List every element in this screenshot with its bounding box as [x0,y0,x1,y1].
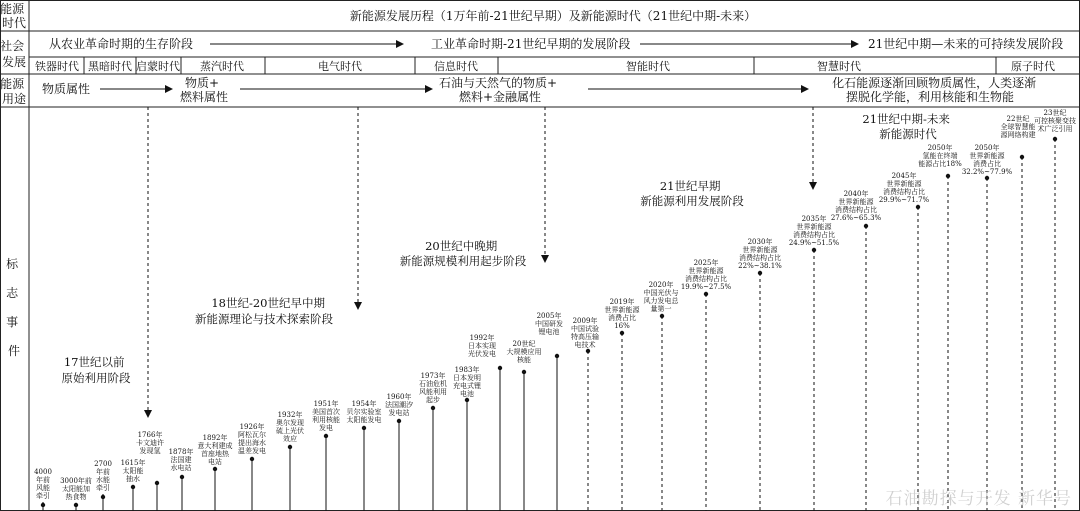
side-label-line: 志 [6,286,19,300]
event-marker [1020,155,1024,159]
event-marker [131,485,135,489]
energy-use-4 [832,75,1040,104]
stage-title-line: 新能源规模利用起步阶段 [399,254,527,268]
event-label-line: 世界新能源 [838,198,874,206]
event [385,392,413,511]
event-label-line: 牵引 [36,492,50,500]
svg-text:2040年世界新能源消费结构占比27.6%~65.3% [831,189,882,222]
energy-use-line: 摆脱化学能，利用核能和生物能 [845,90,1015,104]
event-label-line: 电池 [460,390,474,398]
event-label-line: 首座地热 [201,450,229,458]
event-label-line: 卡文迪许 [136,439,164,447]
event-label-line: 日本发明 [453,374,481,382]
energy-use-1: 物质属性 [42,82,91,96]
event-label-line: 中国光伏与 [643,289,679,297]
event-marker [180,475,184,479]
event-label-line: 法国潮汐 [385,401,413,409]
stage-title-line: 21世纪早期 [659,179,721,193]
event-label-line: 年前 [36,476,50,484]
event [276,410,304,511]
event-label-line: 世界新能源 [604,306,640,314]
stage-title-line: 17世纪以前 [63,355,125,369]
event-label-line: 世界新能源 [969,152,1005,160]
event-marker [758,271,762,275]
event [681,258,732,511]
event-label-line: 奥尔发现 [276,419,304,427]
event-label-line: 消费结构占比 [685,275,727,283]
event-label-line: 日本实现 [468,342,496,350]
watermark: 石油勘探与开发 新华号 [885,489,1072,509]
event-label-line: 世界新能源 [796,223,832,231]
event-label-line: 核能 [517,356,531,364]
svg-text:4000年前风能牵引 [34,468,52,500]
event-marker [213,467,217,471]
stage-title [400,239,527,268]
svg-text:2700年前水能牵引 [94,460,112,492]
event [198,433,233,511]
event-label-line: 1615年 [120,459,146,467]
event-label-line: 石油危机 [419,380,447,388]
event-label-line: 年前 [96,468,110,476]
side-label-line: 能源 [0,2,25,16]
era-label: 蒸汽时代 [200,60,244,73]
event-label-line: 1973年 [420,372,446,380]
svg-text:1983年日本发明充电式锂电池 [453,365,481,398]
event-label-line: 法国建 [170,456,192,464]
event-marker [431,406,435,410]
event-label-line: 牵引 [96,484,110,492]
stage-title [640,179,744,208]
event-marker [946,174,950,178]
event-label-line: 2030年 [747,238,773,246]
event-marker [522,370,526,374]
energy-use-line: 物质+ [185,76,220,90]
side-label-milestone-events [6,256,22,358]
event-label-line: 温差发电 [238,447,266,455]
era-label: 信息时代 [434,60,478,73]
event-marker [250,457,254,461]
svg-text:2030年世界新能源消费结构占比22%~38.1% [738,237,782,270]
event-label-line: 16% [614,322,630,330]
event-label-line: 1766年 [137,431,163,439]
event-label-line: 能源占比18% [918,160,962,168]
event-label-line: 2050年 [927,144,953,152]
event [738,237,782,511]
side-label-energy-era [0,1,28,30]
svg-text:1954年贝尔实验室太阳能发电 [347,399,382,424]
svg-text:2005年中国研发锂电池 [535,311,563,336]
svg-text:1992年日本实现光伏发电 [468,333,496,358]
event [605,297,641,511]
event-label-line: 2040年 [843,190,869,198]
side-label-line: 时代 [1,16,27,30]
event-label-line: 硫上光伏 [276,427,304,435]
event-label-line: 提出海水 [238,439,266,447]
event-label-line: 风能 [36,484,50,492]
event-label-line: 消费结构占比 [835,206,877,214]
event-label-line: 抽水 [126,475,140,483]
era-label: 智能时代 [626,60,670,73]
energy-use-line: 石油与天然气的物质+ [439,76,558,90]
event-label-line: 大规模应用 [506,348,542,356]
event-label-line: 24.9%~51.5% [788,239,840,247]
stage-title [862,112,953,141]
svg-text:1766年卡文迪许发现氢 [136,430,164,455]
svg-text:20世纪大规模应用核能 [507,339,542,364]
event-marker [288,445,292,449]
event [644,280,680,511]
stage-title-line: 18世纪-20世纪早中期 [211,296,325,310]
event-marker [498,366,502,370]
era-label: 原子时代 [1011,60,1055,73]
event-label-line: 1951年 [313,400,339,408]
event [169,447,194,511]
stage-title-line: 新能源利用发展阶段 [640,194,744,208]
svg-text:1960年法国潮汐发电站 [385,392,413,417]
side-label-energy-use [0,76,28,106]
event-label-line: 发电站 [388,409,410,417]
event [347,399,382,511]
svg-text:3000年前太阳能加热食物 [60,476,92,501]
svg-text:2045年世界新能源消费结构占比29.9%~71.7% [879,171,930,204]
event-label-line: 太阳能加 [62,485,90,493]
event-label-line: 太阳能 [122,467,144,475]
event-label-line: 2009年 [572,317,598,325]
event-label-line: 光伏发电 [468,350,496,358]
event-label-line: 太阳能发电 [346,416,382,424]
event [238,422,266,511]
svg-text:2020年中国光伏与风力发电总量第一 [644,280,680,313]
event-label-line: 2050年 [974,144,1000,152]
event [879,171,930,511]
stage-title-line: 21世纪中期-未来 [862,112,950,126]
event-marker [660,314,664,318]
event-marker [586,349,590,353]
event-label-line: 美国首次 [312,408,340,416]
event-label-line: 中国试验 [571,325,599,333]
era-label: 启蒙时代 [136,60,180,73]
event-marker [74,503,78,507]
svg-text:1615年太阳能抽水 [121,458,146,483]
event-label-line: 消费结构占比 [739,254,781,262]
stage-title-line: 原始利用阶段 [61,371,131,385]
event-label-line: 世界新能源 [742,246,778,254]
svg-text:2050年氢能在终端能源占比18% [918,143,962,168]
event-label-line: 风力发电总 [643,297,679,305]
event [468,333,502,511]
event [94,460,112,511]
event-marker [101,495,105,499]
stage-title-line: 新能源理论与技术探索阶段 [195,312,333,326]
side-label-social-development [0,38,28,69]
event-label-line: 起步 [426,396,440,404]
event-marker [1053,137,1057,141]
event [962,143,1013,511]
event-marker [864,224,868,228]
event-label-line: 量第一 [650,305,672,313]
svg-text:2009年中国试验特高压输电技术 [571,316,599,349]
stage-title-line: 新能源时代 [879,127,937,141]
social-stage-2: 工业革命时期-21世纪早期的发展阶段 [431,37,631,51]
event-label-line: 2005年 [536,312,562,320]
event [535,311,563,511]
event [1034,108,1076,511]
event-marker [555,354,559,358]
event-label-line: 水能 [96,476,110,484]
event-label-line: 可控核聚变技 [1034,117,1076,125]
event-marker [916,205,920,209]
event-marker [985,176,989,180]
event-label-line: 锂电池 [538,328,560,336]
event-label-line: 消费占比 [608,314,636,322]
event-label-line: 阿松瓦尔 [238,431,266,439]
energy-use-2 [180,75,228,104]
svg-text:1973年石油危机风能利用起步 [419,371,447,404]
side-label-line: 社会 [0,39,25,53]
event-label-line: 20世纪 [512,340,536,348]
svg-text:1926年阿松瓦尔提出海水温差发电 [238,422,266,455]
event-marker [465,398,469,402]
event-label-line: 1983年 [454,366,480,374]
event-label-line: 氢能在终端 [922,152,958,160]
event-marker [620,331,624,335]
svg-text:1932年奥尔发现硫上光伏效应 [276,410,304,443]
event-marker [704,292,708,296]
event-label-line: 2035年 [801,215,827,223]
event-label-line: 2025年 [693,259,719,267]
event-label-line: 1992年 [469,334,495,342]
side-label-line: 发展 [1,55,27,69]
event-label-line: 2019年 [609,298,635,306]
event [789,214,840,511]
svg-text:22世纪全球智慧能源网络构建 [1001,114,1036,139]
event-label-line: 电技术 [574,341,596,349]
event-label-line: 1960年 [386,393,412,401]
event [60,476,92,511]
stage-title [195,296,333,326]
event-label-line: 发电 [319,424,333,432]
event-label-line: 2700 [94,460,112,468]
event [312,399,340,511]
event-label-line: 全球智慧能 [1000,123,1036,131]
event [419,371,447,511]
event-label-line: 发现氢 [139,447,161,455]
event-marker [812,248,816,252]
event-label-line: 世界新能源 [886,180,922,188]
side-label-line: 用途 [1,92,27,106]
energy-use-line: 化石能源逐渐回顾物质属性，人类逐渐 [832,76,1037,90]
event-label-line: 消费结构占比 [793,231,835,239]
event-label-line: 22世纪 [1006,115,1030,123]
svg-text:2025年世界新能源消费结构占比19.9%~27.5% [681,258,732,291]
event-label-line: 4000 [34,468,52,476]
event [34,468,52,511]
side-label-line: 标 [6,257,19,271]
event-label-line: 32.2%~77.9% [961,168,1013,176]
svg-text:23世纪可控核聚变技术广泛引用 [1034,108,1076,133]
event-label-line: 23世纪 [1043,109,1067,117]
side-label-line: 能源 [0,77,25,91]
event-label-line: 电站 [208,458,222,466]
event-label-line: 充电式锂 [453,382,481,390]
event-label-line: 19.9%~27.5% [680,283,732,291]
event-marker [397,419,401,423]
event-label-line: 22%~38.1% [738,262,782,270]
event-marker [362,426,366,430]
svg-text:2050年世界新能源消费占比32.2%~77.9% [962,143,1013,176]
event-label-line: 2020年 [648,281,674,289]
event-label-line: 意大利建成 [197,442,233,450]
social-stage-1: 从农业革命时期的生存阶段 [49,37,194,51]
event-marker [41,503,45,507]
event [453,365,481,511]
side-label-line: 事 [6,315,19,329]
event-label-line: 消费占比 [973,160,1001,168]
event-label-line: 术广泛引用 [1037,125,1073,133]
event-label-line: 世界新能源 [688,267,724,275]
stage-title [62,355,131,385]
era-label: 智慧时代 [817,60,861,73]
event-label-line: 2045年 [891,172,917,180]
event-label-line: 1932年 [277,411,303,419]
event-label-line: 水电站 [170,464,192,472]
stage-title-line: 20世纪中晚期 [425,239,498,253]
era-label: 电气时代 [318,60,362,73]
event [571,316,599,511]
era-label: 黑暗时代 [88,60,132,73]
event-label-line: 热食物 [65,493,87,501]
svg-text:1878年法国建水电站 [169,447,194,472]
event-label-line: 风能利用 [419,388,447,396]
event [507,339,542,511]
event-label-line: 1878年 [168,448,194,456]
event-label-line: 27.6%~65.3% [830,214,882,222]
svg-text:1892年意大利建成首座地热电站 [198,433,233,466]
event-label-line: 1926年 [239,423,265,431]
event-label-line: 29.9%~71.7% [878,196,930,204]
event-label-line: 利用核能 [312,416,340,424]
event [831,189,882,511]
event-label-line: 效应 [283,435,297,443]
social-stage-3: 21世纪中期—未来的可持续发展阶段 [868,37,1064,51]
event-label-line: 1954年 [351,400,377,408]
energy-use-3 [439,75,561,104]
svg-text:2019年世界新能源消费占比16% [605,297,641,330]
event-label-line: 3000年前 [60,477,92,485]
event-label-line: 贝尔实验室 [346,408,382,416]
event-label-line: 中国研发 [535,320,563,328]
event-label-line: 消费结构占比 [883,188,925,196]
era-label: 铁器时代 [35,60,79,73]
event-label-line: 1892年 [202,434,228,442]
event-label-line: 特高压输 [571,333,599,341]
energy-use-line: 燃料+金融属性 [458,90,542,104]
svg-text:1951年美国首次利用核能发电 [312,399,340,432]
event-marker [324,434,328,438]
event [121,458,146,511]
event-label-line: 源网络构建 [1000,131,1036,139]
energy-use-line: 燃料属性 [179,90,229,104]
event-marker [155,481,159,485]
header-title: 新能源发展历程（1万年前-21世纪早期）及新能源时代（21世纪中期-未来） [349,9,757,23]
side-label-line: 件 [7,344,21,358]
